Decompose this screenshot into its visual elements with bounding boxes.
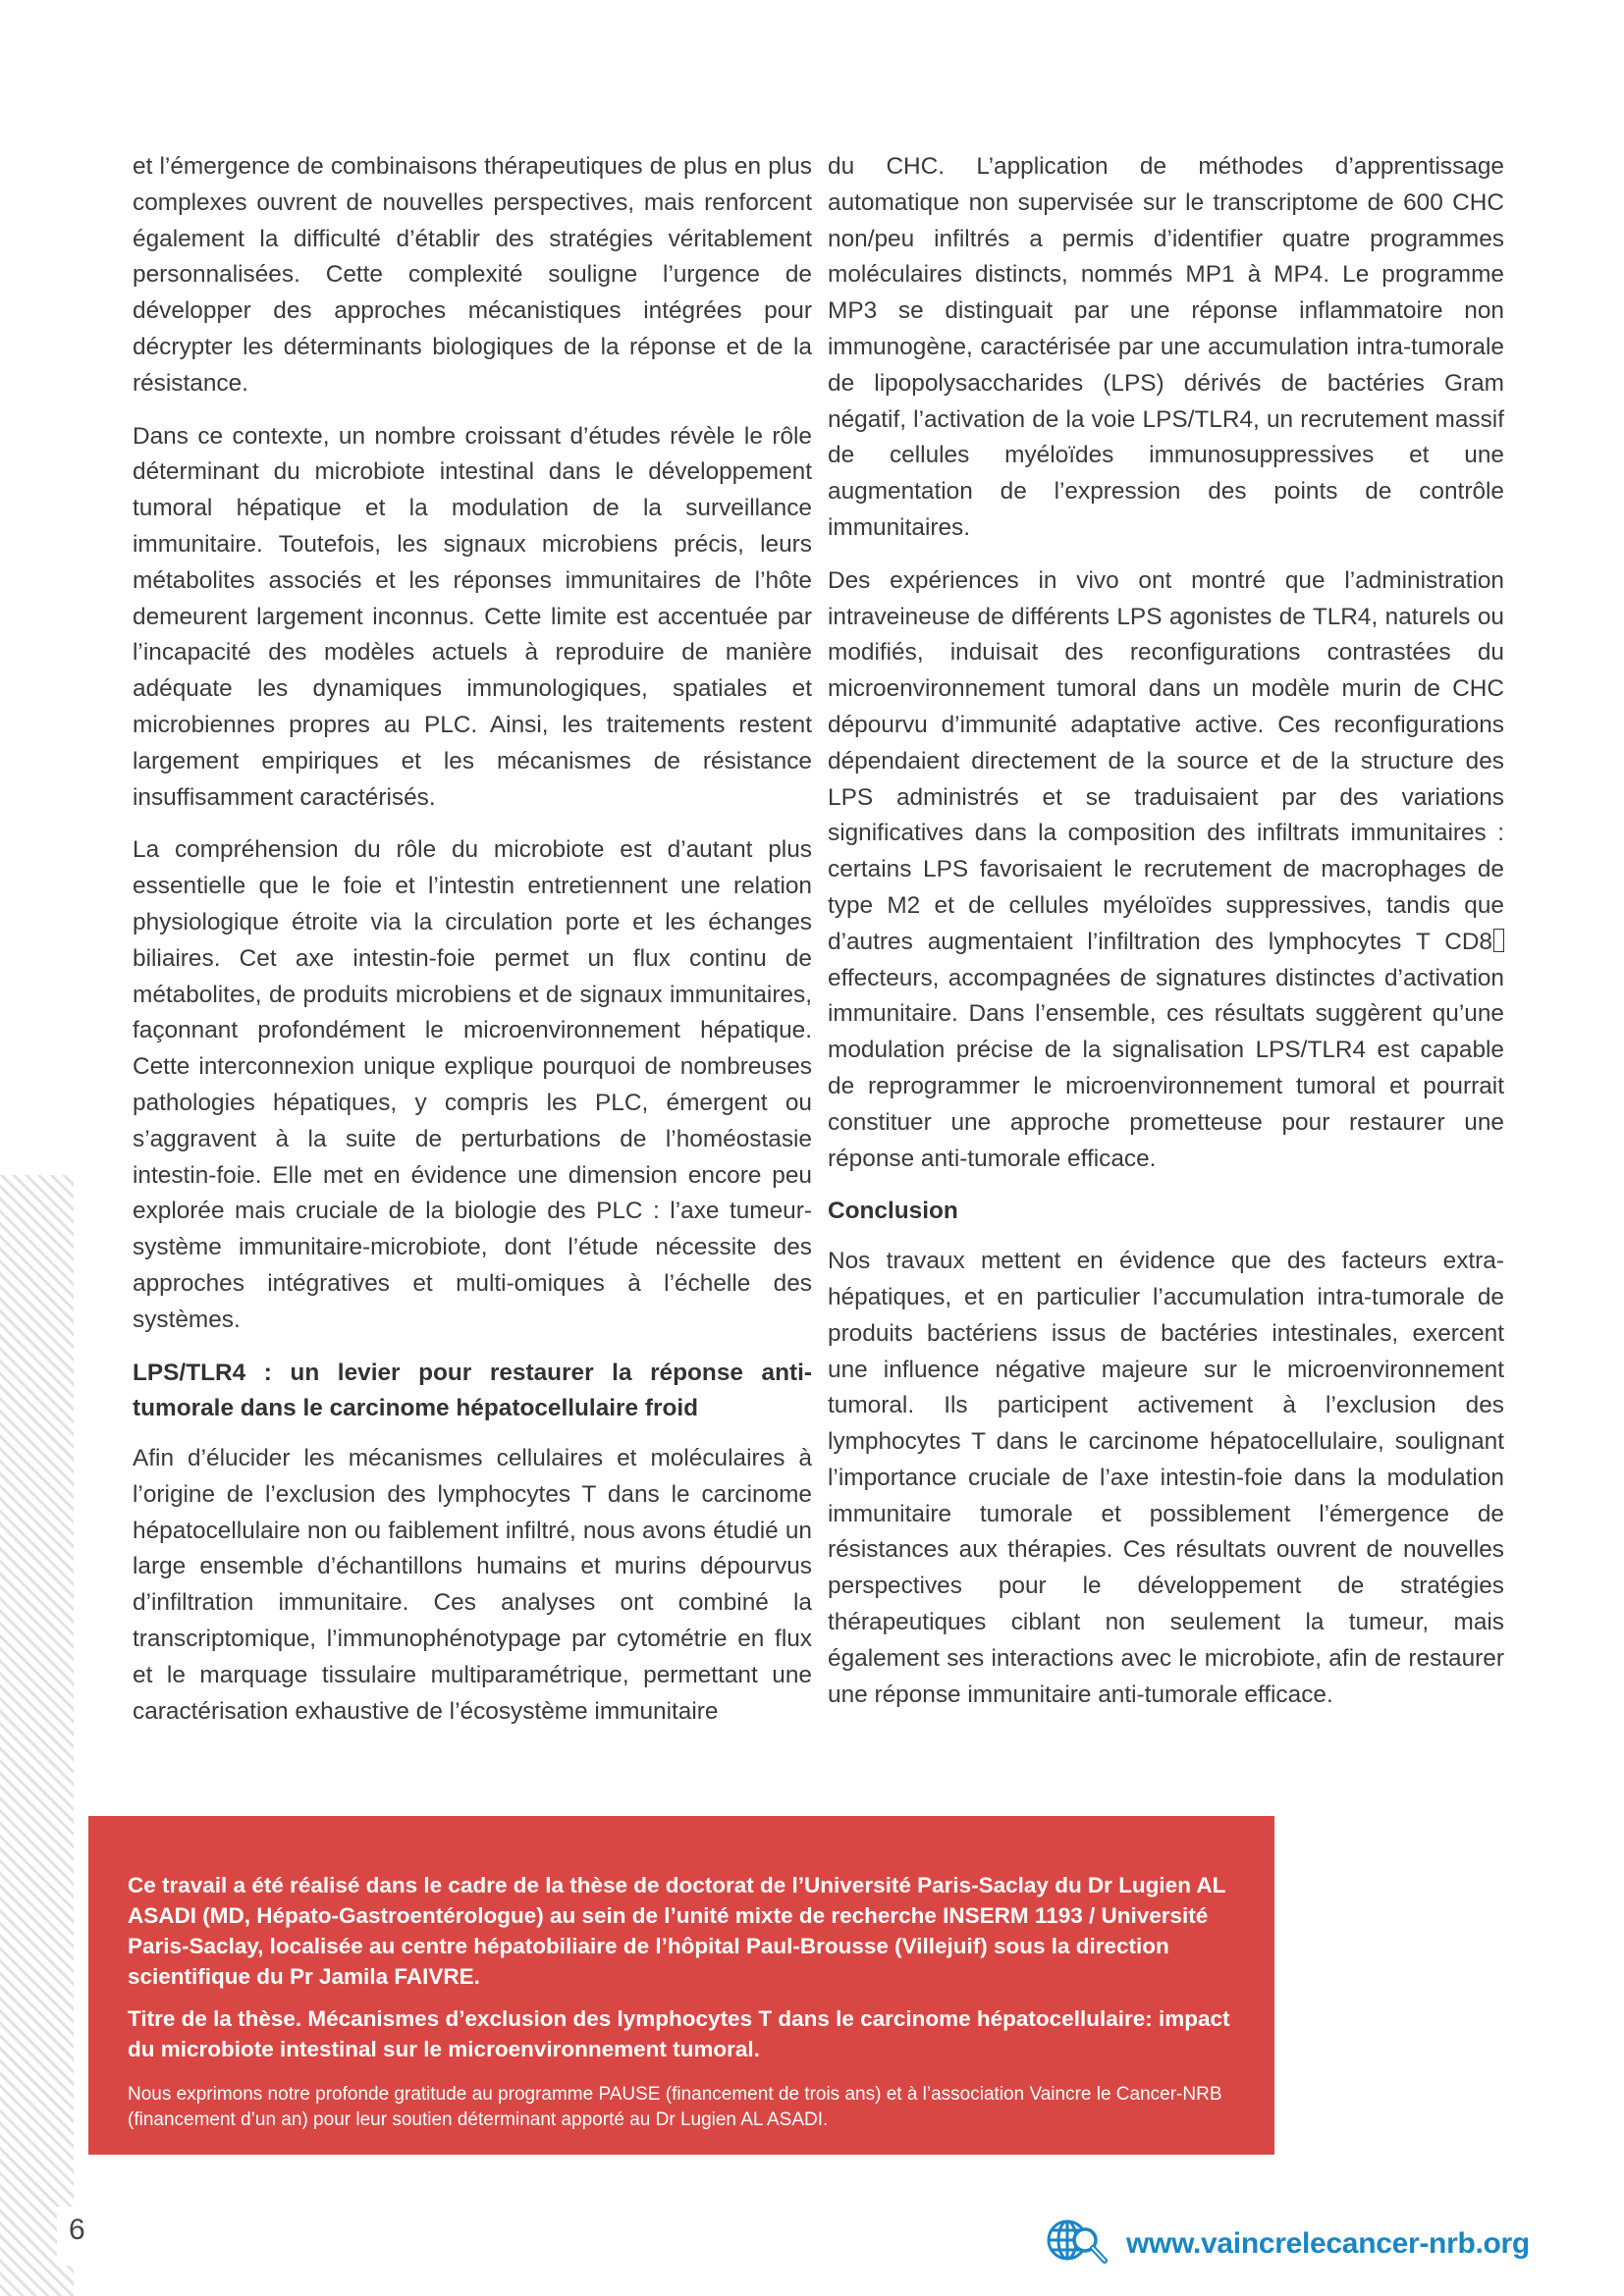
page-number: 6 — [69, 2214, 85, 2246]
paragraph-context: Dans ce contexte, un nombre croissant d’études révèle le rôle déterminant du microbiote intestinal dans le développement tumoral hépatique et la modulation de la surveillance immunitaire. Toutefois, les signaux microbiens précis, leurs métabolites associés et les réponses immunitaires de l’hôte demeurent largement inconnus. Cette limite est accentuée par l’incapacité des modèles actuels à reproduire de manière adéquate les dynamiques immunologiques, spatiales et microbiennes propres au PLC. Ainsi, les traitements restent largement empiriques et les mécanismes de résistance insuffisamment caractérisés. — [133, 422, 812, 811]
thesis-info-box — [88, 1816, 1274, 2155]
in-vivo-text-before: Des expériences in vivo ont montré que l’administration intraveineuse de différents LPS agonistes de TLR4, naturels ou modifiés, induisait des reconfigurations contrastées du microenvironnement tumoral dans un modèle murin de CHC dépourvu d’immunité adaptative active. Ces reconfigurations dépendaient directement de la source et de la structure des LPS administrés et se traduisaient par des variations significatives dans la composition des infiltrats immunitaires : certains LPS favorisaient le recrutement de macrophages de type M2 et de cellules myéloïdes suppressives, tandis que d’autres augmentaient l’infiltration des lymphocytes T CD8 — [828, 566, 1504, 955]
website-link[interactable] — [1046, 2216, 1530, 2270]
left-column — [133, 149, 812, 1746]
paragraph-intro-continued: et l’émergence de combinaisons thérapeutiques de plus en plus complexes ouvrent de nouvelles perspectives, mais renforcent également la difficulté d’établir des stratégies véritablement personnalisées. Cette complexité souligne l’urgence de développer des approches mécanistiques intégrées pour décrypter les déterminants biologiques de la réponse et de la résistance. — [133, 153, 812, 397]
paragraph-gut-liver-axis: La compréhension du rôle du microbiote est d’autant plus essentielle que le foie et l’intestin entretiennent une relation physiologique étroite via la circulation porte et les échanges biliaires. Cet axe intestin-foie permet un flux continu de métabolites, de produits microbiens et de signaux immunitaires, façonnant profondément le microenvironnement hépatique. Cette interconnexion unique explique pourquoi de nombreuses pathologies hépatiques, y compris les PLC, émergent ou s’aggravent à la suite de perturbations de l’homéostasie intestin-foie. Elle met en évidence une dimension encore peu explorée mais cruciale de la biologie des PLC : l’axe tumeur-système immunitaire-microbiote, dont l’étude nécessite des approches intégratives et multi-omiques à l’échelle des systèmes. — [133, 836, 812, 1333]
in-vivo-text-after: effecteurs, accompagnées de signatures distinctes d’activation immunitaire. Dans l’ensemble, ces résultats suggèrent qu’une modulation précise de la signalisation LPS/TLR4 est capable de reprogrammer le microenvironnement tumoral et pourrait constituer une approche prometteuse pour restaurer une réponse anti-tumorale efficace. — [828, 964, 1504, 1172]
thesis-credit: Ce travail a été réalisé dans le cadre de la thèse de doctorat de l’Université Paris-Saclay du Dr Lugien AL ASADI (MD, Hépato-Gastroentérologue) au sein de l’unité mixte de recherche INSERM 1193 / Université Paris-Saclay, localisée au centre hépatobiliaire de l’hôpital Paul-Brousse (Villejuif) sous la direction scientifique du Pr Jamila FAIVRE. — [128, 1873, 1225, 1989]
globe-search-icon — [1046, 2216, 1116, 2270]
conclusion-heading: Conclusion — [828, 1198, 958, 1225]
acknowledgement: Nous exprimons notre profonde gratitude au programme PAUSE (financement de trois ans) et à l’association Vaincre le Cancer-NRB (financement d’un an) pour leur soutien déterminant apporté au Dr Lugien AL ASADI. — [128, 2084, 1222, 2130]
missing-glyph-icon — [1493, 929, 1504, 952]
paragraph-in-vivo — [828, 563, 1504, 1178]
thesis-title: Titre de la thèse. Mécanismes d’exclusion des lymphocytes T dans le carcinome hépatocellulaire: impact du microbiote intestinal sur le microenvironnement tumoral. — [128, 2006, 1230, 2061]
paragraph-mp-programs: du CHC. L’application de méthodes d’apprentissage automatique non supervisée sur le transcriptome de 600 CHC non/peu infiltrés a permis d’identifier quatre programmes moléculaires distincts, nommés MP1 à MP4. Le programme MP3 se distinguait par une réponse inflammatoire non immunogène, caractérisée par une accumulation intra-tumorale de lipopolysaccharides (LPS) dérivés de bactéries Gram négatif, l’activation de la voie LPS/TLR4, un recrutement massif de cellules myéloïdes immunosuppressives et une augmentation de l’expression des points de contrôle immunitaires. — [828, 153, 1504, 541]
right-column — [828, 149, 1504, 1730]
decorative-stripes — [0, 1175, 74, 2296]
section-heading-lps-tlr4: LPS/TLR4 : un levier pour restaurer la réponse anti-tumorale dans le carcinome hépatocellulaire froid — [133, 1359, 812, 1422]
website-url[interactable]: www.vaincrelecancer-nrb.org — [1126, 2226, 1530, 2260]
paragraph-methods: Afin d’élucider les mécanismes cellulaires et moléculaires à l’origine de l’exclusion des lymphocytes T dans le carcinome hépatocellulaire non ou faiblement infiltré, nous avons étudié un large ensemble d’échantillons humains et murins dépourvus d’infiltration immunitaire. Ces analyses ont combiné la transcriptomique, l’immunophénotypage par cytométrie en flux et le marquage tissulaire multiparamétrique, permettant une caractérisation exhaustive de l’écosystème immunitaire — [133, 1445, 812, 1725]
conclusion-paragraph: Nos travaux mettent en évidence que des facteurs extra-hépatiques, et en particulier l’accumulation intra-tumorale de produits bactériens issus de bactéries intestinales, exercent une influence négative majeure sur le microenvironnement tumoral. Ils participent activement à l’exclusion des lymphocytes T dans le carcinome hépatocellulaire, soulignant l’importance cruciale de l’axe intestin-foie dans la modulation immunitaire tumorale et possiblement l’émergence de résistances aux thérapies. Ces résultats ouvrent de nouvelles perspectives pour le développement de stratégies thérapeutiques ciblant non seulement la tumeur, mais également ses interactions avec le microbiote, afin de restaurer une réponse immunitaire anti-tumorale efficace. — [828, 1248, 1504, 1708]
